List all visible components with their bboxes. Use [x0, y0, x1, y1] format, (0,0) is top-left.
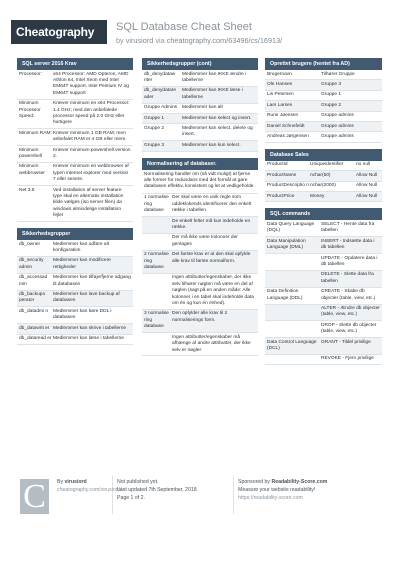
column-3 [265, 58, 382, 365]
table-cell: ProductId [267, 162, 288, 168]
table-row [17, 257, 133, 274]
table-row [17, 163, 133, 186]
row-key: db_backupo perator [19, 292, 46, 304]
byline [116, 36, 282, 45]
table-row [17, 100, 133, 130]
row-value: De enkelt felter må kun indeholde en række. [172, 218, 251, 230]
row-value: Ingen attributter/egenskaber må afhænge af andre attributter, der ikke selv er nøgler. [172, 334, 251, 353]
table-row [142, 104, 258, 114]
row-value: Kræver minimum 1 GB RAM; men anbefalet RAM er 4 GB eller mere. [53, 130, 127, 143]
row-value: CREATE - Skabe db objecter (table, view, etc.) [321, 289, 376, 301]
table-cell: ProductName [267, 172, 297, 178]
row-value: Den opfylder alle krav til 2 normaliserings form. [172, 311, 228, 323]
row-value: Tilhører Gruppe [321, 71, 355, 77]
table-row [142, 141, 258, 151]
row-value: REVOKE - Fjern privilige [321, 356, 374, 362]
table-cell: no null [356, 162, 371, 168]
table-row [17, 274, 133, 291]
sql-commands-box [265, 208, 382, 365]
row-value: Medlemmer kan læse i tabellerne [53, 336, 124, 342]
row-value: Kræver minimum en x64 Processor: 1.4 GHz; med den anbefalede processor speed på 2.0 GHz eller hurtigere [53, 101, 130, 126]
cheatography-logo[interactable]: Cheatography [11, 20, 107, 44]
row-value: Medlemmer kan select, delete og insert. [182, 125, 253, 138]
table-row [265, 321, 382, 338]
table-row [265, 132, 382, 142]
table-cell: Uniqueidentifier [310, 162, 344, 168]
normalisation-intro: Normalisering handler om (så vidt muligt) at fjerne alle former for redundans med det formål at gøre databasen effektiv, konsistent og let at vedligeholde. [142, 170, 258, 194]
row-value: DELETE - Slette data fra tabellen [321, 272, 374, 284]
table-row [142, 87, 258, 104]
box-title: Sikkerhedsgrupper (cont) [142, 58, 258, 70]
footer-author-name[interactable]: virusiord [64, 479, 87, 485]
table-row [265, 182, 382, 192]
table-row [265, 305, 382, 322]
row-value: Medlemmer kan lave backup af databasen [53, 292, 120, 304]
table-cell: ProductPrice [267, 193, 295, 199]
row-value: Gruppe 3 [321, 81, 342, 87]
table-cell: nchar(2000) [310, 183, 336, 189]
row-key: Minimum RAM: [19, 130, 52, 136]
row-key: Data Query Language (DQL) [267, 221, 315, 234]
row-key: db_datadmi n [19, 308, 49, 314]
row-key [267, 256, 321, 269]
row-key: 3 normalise ring database [144, 311, 169, 330]
row-key: db_accessad min [19, 275, 48, 287]
via-prefix: via [153, 36, 167, 45]
row-key: Daniel Schnefeldt [267, 123, 305, 129]
row-value: Gruppe 2 [321, 102, 342, 108]
table-row [265, 91, 382, 101]
row-value: Medlemmer kan udføre alt konfiguration [53, 241, 109, 254]
row-key: Brugernavn [267, 71, 292, 77]
row-value: Medlemmer kan IKKE læse i tabellerne [182, 88, 243, 100]
published-status: Not published yet. [117, 479, 159, 485]
row-key [267, 356, 321, 362]
row-key: Data Manipulation Language (DML) [267, 238, 306, 251]
row-value: Det første krav er at den skal opfylde alle krav til første normalform. [172, 252, 251, 264]
table-row [265, 355, 382, 365]
database-sales-box [265, 149, 382, 203]
row-key [267, 272, 321, 285]
table-row [17, 335, 133, 345]
table-row [265, 122, 382, 132]
table-cell: Allow Null [356, 183, 378, 189]
footer-author [57, 478, 122, 494]
row-key: Net 3.5 [19, 187, 35, 193]
table-row [142, 251, 258, 274]
table-row [142, 114, 258, 124]
table-row [265, 254, 382, 271]
row-key: Gruppe Admins [144, 105, 178, 111]
author-avatar: C [20, 479, 49, 514]
author-link[interactable]: virusiord [125, 36, 154, 45]
row-key: Data Control Language (DCL) [267, 339, 317, 352]
table-cell: Money [310, 193, 325, 199]
by-prefix: by [116, 36, 126, 45]
row-key [144, 219, 172, 232]
created-users-box [265, 58, 382, 143]
table-row [17, 146, 133, 163]
row-key: Andreas Jørgensen [267, 133, 309, 139]
table-row [142, 217, 258, 234]
row-key: db_dataread er [19, 336, 52, 342]
table-row [265, 220, 382, 237]
table-row [265, 80, 382, 90]
row-key: db_owner [19, 241, 41, 247]
sheet-url-link[interactable]: cheatography.com/63496/cs/16913/ [166, 36, 283, 45]
row-key [144, 275, 172, 307]
normalisation-box [142, 158, 258, 357]
row-value: Kræver minimum powershell version 2. [53, 147, 131, 159]
table-row [17, 240, 133, 257]
row-key: Gruppe 1 [144, 115, 165, 121]
row-value: Medlemmer kan skrive i tabellerne [53, 325, 127, 331]
row-key: 1 normalise ring database [144, 195, 169, 214]
table-row [17, 70, 133, 100]
row-key: Ole Hansen [267, 81, 293, 87]
security-groups-cont-box [142, 58, 258, 152]
row-key: Gruppe 2 [144, 125, 165, 131]
row-key: db_datawrit er [19, 325, 50, 331]
table-row [142, 70, 258, 87]
row-value: Gruppe 1 [321, 92, 342, 98]
table-row [17, 291, 133, 308]
by-label: By [57, 479, 65, 485]
row-value: Kræver minimum en webbrowser af typen internet explorer med version 7 eller senere. [53, 164, 129, 183]
page-count: Page 1 of 2. [117, 495, 145, 501]
box-title: Oprettet brugere (hentet fra AD) [265, 58, 382, 70]
sponsor-name[interactable]: Readability-Score.com [271, 479, 328, 485]
table-row [17, 307, 133, 324]
row-key [144, 235, 172, 248]
row-value: ALTER - Ændre db objecter (table, view, etc.) [321, 306, 380, 318]
row-value: Gruppe admins [321, 123, 354, 129]
row-value: DROP - Slette db objecter (table, view, etc.) [321, 322, 377, 335]
row-key: Processor: [19, 71, 42, 77]
row-value: Medlemmer kan tilføje/fjerne adgang til databasen [53, 275, 131, 287]
footer-sponsor [238, 478, 327, 502]
security-groups-box [17, 228, 133, 345]
box-title: Database Sales [265, 149, 382, 161]
table-row [142, 310, 258, 333]
row-value: UPDATE - Opdatere data i db tabellen [321, 255, 378, 267]
table-row [17, 129, 133, 146]
row-key: Minimum powershell [19, 147, 42, 159]
row-key: db_security admin [19, 258, 44, 270]
table-row [142, 194, 258, 217]
table-row [265, 338, 382, 355]
table-row [265, 171, 382, 181]
row-value: Medlemmer kan modificere rettigheder [53, 258, 111, 270]
sql-server-requirements-box [17, 58, 133, 222]
table-cell: Allow Null [356, 193, 378, 199]
row-key: Lis Petersen [267, 92, 294, 98]
footer-publish-info [117, 478, 198, 502]
row-key: Gruppe 3 [144, 142, 165, 148]
table-row [265, 101, 382, 111]
table-row [17, 186, 133, 222]
row-value: Ved installation af server feature type skal en alternativ installation kilde vælges (iso server filen) da windows almindelige installation fejler [53, 187, 124, 219]
row-value: Medlemmer kan IKKE ændre i tabellerne [182, 71, 247, 83]
row-value: INSERT - Indsætte data i db tabellen [321, 238, 375, 251]
row-key: Lars Larsen [267, 102, 293, 108]
table-row [142, 333, 258, 356]
row-value: Gruppe admins [321, 113, 354, 119]
row-value: Der må ikke være kolonner der gentages [172, 235, 238, 247]
row-value: Medlemmer kan select og insert. [182, 115, 252, 121]
row-value: GRANT - Tildel privilige [321, 339, 371, 345]
table-row [265, 288, 382, 305]
table-row [142, 124, 258, 141]
row-key: 2 normalise ring database [144, 252, 169, 271]
column-2 [142, 58, 258, 356]
last-updated: Last updated 7th September, 2018. [117, 487, 199, 493]
table-row [265, 70, 382, 80]
row-key [267, 323, 321, 336]
column-1 [17, 58, 133, 345]
table-row [265, 192, 382, 202]
table-row [17, 324, 133, 334]
box-title: SQL server 2016 Krav [17, 58, 133, 70]
page-title: SQL Database Cheat Sheet [116, 21, 252, 33]
row-value: SELECT - Hente data fra tabellen [321, 221, 375, 234]
table-cell: Allow Null [356, 172, 378, 178]
row-value: Medlemmer kan alt [182, 105, 223, 111]
row-key: db_denydataw riter [144, 71, 176, 83]
row-key [267, 306, 321, 319]
sponsor-url[interactable]: https://readability-score.com [238, 495, 303, 501]
row-value: Ingen attributter/egenskaber, der ikke selv tilhører nøglen må være en del af nøglen (sagt på en anden måde: Alle kolonner i en tabel skal indeholde data om én og kun én enhed). [172, 275, 254, 307]
box-title: Sikkerhedsgrupper [17, 228, 133, 240]
row-key: Minimum Processor Speed: [19, 101, 41, 119]
footer-author-url[interactable]: cheatography.com/virusiord/ [57, 487, 122, 493]
table-cell: ProductDescriptio n [267, 183, 309, 189]
row-value: x64 Processor: AMD Opteron, AMD Athlon 64, Intel Xeon med Intel EM64T support, Intel Pentium IV og EM64T support [53, 71, 129, 96]
row-key: Minimum webbrowser [19, 164, 45, 176]
table-row [142, 274, 258, 310]
row-key: db_denydatare ader [144, 88, 177, 100]
row-key [144, 335, 172, 354]
row-value: Medlemmer kan køre DDL i databasen [53, 308, 112, 321]
row-value: Der skal være en unik regle som uddeklokends identificerer den enkelt række i tabellen. [172, 195, 252, 214]
table-row [265, 161, 382, 171]
page-footer [0, 470, 400, 530]
table-row [265, 271, 382, 288]
table-row [265, 112, 382, 122]
row-value: Gruppe admins [321, 133, 354, 139]
sponsor-prefix: Sponsored by [238, 479, 272, 485]
box-title: Normalisering af databaser. [142, 158, 258, 170]
row-key: Rune Jøensen [267, 113, 299, 119]
table-cell: nchar(50) [310, 172, 331, 178]
box-title: SQL commands [265, 208, 382, 220]
row-value: Medlemmer kan kun select. [182, 142, 241, 148]
table-row [265, 237, 382, 254]
page-header [0, 0, 400, 58]
table-row [142, 234, 258, 251]
row-key: Data Definition Language (DDL) [267, 289, 303, 301]
sponsor-tagline: Measure your website readability! [238, 487, 316, 493]
